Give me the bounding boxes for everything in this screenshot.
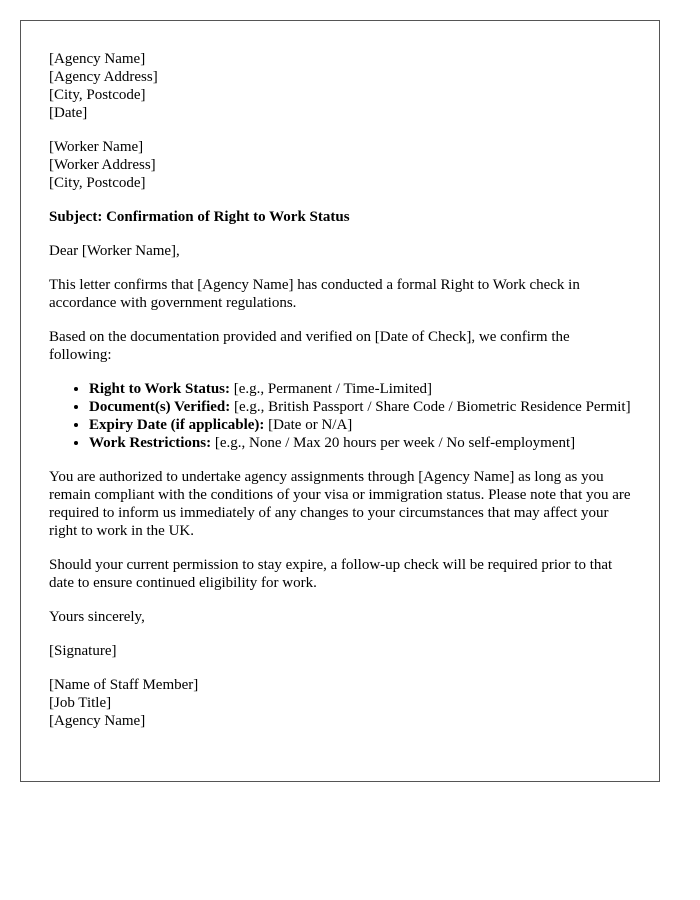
list-item xyxy=(89,434,631,452)
detail-value: [e.g., Permanent / Time-Limited] xyxy=(230,381,433,397)
recipient-name: [Worker Name] xyxy=(49,139,144,155)
authorization-paragraph: You are authorized to undertake agency assignments through [Agency Name] as long as you remain compliant with the conditions of your visa or immigration status. Please note that you are required to inform us immediately of any changes to your circumstances that may affect your right to work in the UK. xyxy=(49,469,631,539)
recipient-address-block xyxy=(49,138,631,192)
detail-label: Expiry Date (if applicable): xyxy=(89,417,265,433)
list-item xyxy=(89,416,631,434)
signatory-agency: [Agency Name] xyxy=(49,713,146,729)
signatory-block xyxy=(49,676,631,730)
letter-document xyxy=(20,20,660,782)
detail-value: [e.g., British Passport / Share Code / Biometric Residence Permit] xyxy=(230,399,631,415)
signature: [Signature] xyxy=(49,643,117,659)
details-list xyxy=(49,380,631,452)
based-on-paragraph: Based on the documentation provided and verified on [Date of Check], we confirm the following: xyxy=(49,329,570,363)
sender-address-block xyxy=(49,50,631,122)
detail-value: [Date or N/A] xyxy=(264,417,353,433)
intro-paragraph: This letter confirms that [Agency Name] has conducted a formal Right to Work check in accordance with government regulations. xyxy=(49,277,580,311)
recipient-address: [Worker Address] xyxy=(49,157,156,173)
detail-label: Work Restrictions: xyxy=(89,435,212,451)
detail-value: [e.g., None / Max 20 hours per week / No self-employment] xyxy=(211,435,576,451)
signatory-title: [Job Title] xyxy=(49,695,112,711)
sender-address: [Agency Address] xyxy=(49,69,158,85)
signatory-name: [Name of Staff Member] xyxy=(49,677,199,693)
closing: Yours sincerely, xyxy=(49,609,145,625)
recipient-city: [City, Postcode] xyxy=(49,175,146,191)
list-item xyxy=(89,398,631,416)
sender-city: [City, Postcode] xyxy=(49,87,146,103)
letter-date: [Date] xyxy=(49,105,88,121)
salutation: Dear [Worker Name], xyxy=(49,243,180,259)
detail-label: Document(s) Verified: xyxy=(89,399,231,415)
subject-line: Subject: Confirmation of Right to Work Status xyxy=(49,209,350,225)
list-item xyxy=(89,380,631,398)
sender-name: [Agency Name] xyxy=(49,51,146,67)
detail-label: Right to Work Status: xyxy=(89,381,230,397)
follow-up-paragraph: Should your current permission to stay expire, a follow-up check will be required prior to that date to ensure continued eligibility for work. xyxy=(49,557,613,591)
